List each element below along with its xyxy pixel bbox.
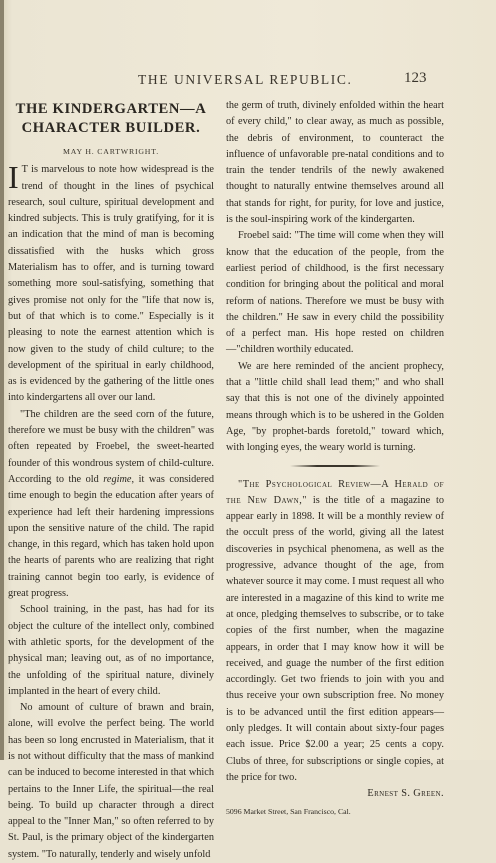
right-column (226, 98, 444, 821)
page-number: 123 (404, 70, 427, 86)
left-column (8, 98, 214, 863)
italic-word: regime (103, 473, 132, 485)
page-binding-edge (0, 0, 4, 760)
notice-lead: "The Psychological Review—A Herald of the New Dawn," (226, 478, 444, 506)
article-paragraph: No amount of culture of brawn and brain, alone, will evolve the perfect being. The world has been so long encrusted in Materialism, that it is not without difficulty that the mass of mankind can be induced to become interested in that which pertains to the Inner Life, the spiritual—the real being. To build up character through a direct appeal to the "Inner Man," so often referred to by St. Paul, is the primary object of the kindergarten system. "To naturally, tenderly and wisely unfold (8, 702, 214, 860)
notice-text: is the title of a magazine to appear early in 1898. It will be a monthly review of the occult press of the world, giving all the latest discoveries in psychical phenomena, as well as the progressive, advance thought of the age, from whatever source it may come. I must request all who are interested in a magazine of this kind to write me at once, pledging themselves to subscribe, or to take copies of the first number, when the magazine appears, in order that I may know how it will be received, and guage the number of the first edition accordingly. Get two friends to join with you and thus receive your own subscription free. No money is to be advanced until the first edition appears—only pledges. It will contain about sixty-four pages each issue. Price $2.00 a year; 25 cents a copy. Clubs of three, for subscriptions or single copies, at the price for two. (226, 494, 444, 783)
article-paragraph (8, 407, 214, 603)
page-header (0, 72, 496, 92)
notice-signature: Ernest S. Green. (367, 788, 444, 800)
running-title: THE UNIVERSAL REPUBLIC. (138, 72, 353, 87)
article-paragraph: School training, in the past, has had for its object the culture of the intellect only, combined with athletic sports, for the development of the physical man; leaving out, as of no importance, the unfolding of the spiritual nature, divinely implanted in the heart of every child. (8, 604, 214, 697)
drop-cap: I (8, 159, 19, 196)
notice-address: 5096 Market Street, San Francisco, Cal. (226, 807, 351, 817)
section-divider (290, 465, 380, 467)
article-byline: MAY H. CARTWRIGHT. (63, 147, 159, 156)
article-paragraph: We are here reminded of the ancient prophecy, that a "little child shall lead them;" and who shall say that this is not one of the divinely appointed means through which is to be ushered in the Golden Age, "by prophet-bards foretold," toward which, with longing eyes, the weary world is turning. (226, 360, 444, 454)
article-paragraph: Froebel said: "The time will come when they will know that the education of the people, from the earliest period of childhood, is the first necessary condition for bringing about the political and moral reform of nations. Therefore we must be busy with the children." He saw in every child the possibility of a perfect man. His hope rested on children—"children worthily educated. (226, 230, 444, 356)
article-title: THE KINDERGARTEN—A CHARACTER BUILDER. (15, 101, 207, 136)
paragraph-text: "The children are the seed corn of the future, therefore we must be busy with the children" was often repeated by Froebel, the sweet-hearted founder of this wondrous system of child-culture. According to the old (8, 408, 214, 485)
notice-paragraph (226, 477, 444, 787)
article-paragraph: the germ of truth, divinely enfolded within the heart of every child," to clear away, as much as possible, the debris of environment, to counteract the influence of unfavorable pre-natal conditions and to train the tender tendrils of the newly awakened thought to naturally entwine themselves around all that stands for right, for purity, for love and justice, is the soul-inspiring work of the kindergarten. (226, 100, 444, 226)
paragraph-text: , it was considered time enough to begin the education after years of experience had left their hardening impressions upon the sensitive nature of the child. The rapid change, in this regard, which has taken hold upon the hearts of parents who are realizing that right training cannot begin too early, is evidence of great progress. (8, 473, 214, 600)
article-paragraph (8, 159, 214, 406)
paragraph-text: T is marvelous to note how widespread is the trend of thought in the lines of psychical research, soul culture, spiritual development and kindred subjects. This is truly gratifying, for it is an indication that the mind of man is becoming dissatisfied with the husks which gross Materialism has to offer, and is turning toward something more soul-satisfying, something that gives promise not only for the "life that now is, but of that which is to come." Especially is it pleasing to note the earnest attention which is now given to the study of child culture; to the development of the spiritual in early childhood, as is evidenced by the gathering of the little ones into kindergartens all over our land. (8, 164, 214, 404)
